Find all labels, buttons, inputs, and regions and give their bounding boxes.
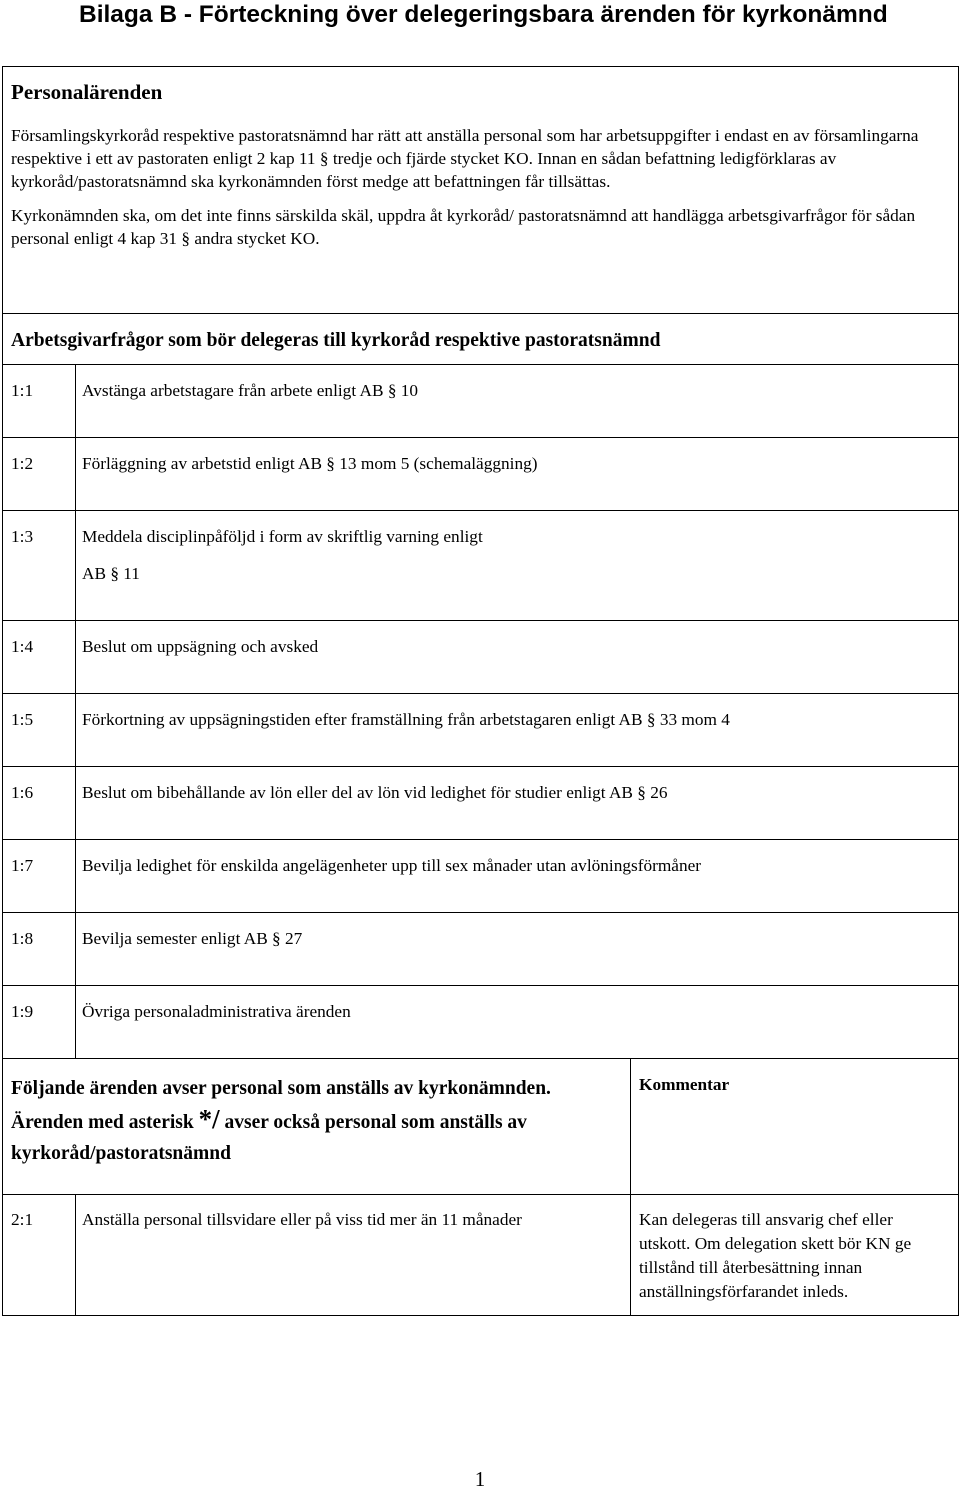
item-number: 1:3 xyxy=(3,511,76,621)
item-number: 2:1 xyxy=(3,1195,76,1316)
employer-heading-row xyxy=(3,314,959,365)
section2-heading xyxy=(3,1059,631,1195)
item-text: Övriga personaladministrativa ärenden xyxy=(76,986,959,1059)
item-text: Beslut om uppsägning och avsked xyxy=(76,621,959,694)
personal-section xyxy=(3,67,959,314)
item-number: 1:8 xyxy=(3,913,76,986)
item-number: 1:5 xyxy=(3,694,76,767)
item-number: 1:7 xyxy=(3,840,76,913)
personal-heading: Personalärenden xyxy=(11,80,163,104)
table-row xyxy=(3,840,959,913)
item-number: 1:1 xyxy=(3,365,76,438)
item-text: Bevilja semester enligt AB § 27 xyxy=(76,913,959,986)
item-text-block xyxy=(76,511,959,621)
item-text: Förläggning av arbetstid enligt AB § 13 mom 5 (schemaläggning) xyxy=(76,438,959,511)
comment-heading: Kommentar xyxy=(631,1059,959,1195)
item-text: Förkortning av uppsägningstiden efter framställning från arbetstagaren enligt AB § 33 mom 4 xyxy=(76,694,959,767)
document-title: Bilaga B - Förteckning över delegeringsbara ärenden för kyrkonämnd xyxy=(79,1,888,28)
section2-heading-part1: Följande ärenden avser personal som anställs av kyrkonämnden. Ärenden med asterisk xyxy=(11,1078,551,1133)
table-row xyxy=(3,913,959,986)
item-text-continued: AB § 11 xyxy=(82,564,140,583)
item-text: Bevilja ledighet för enskilda angelägenheter upp till sex månader utan avlöningsförmåner xyxy=(76,840,959,913)
delegation-table xyxy=(2,66,959,1316)
personal-paragraph-2: Kyrkonämnden ska, om det inte finns särskilda skäl, uppdra åt kyrkoråd/ pastoratsnämnd att handlägga arbetsgivarfrågor för sådan personal enligt 4 kap 31 § andra stycket KO. xyxy=(11,206,916,248)
table-row xyxy=(3,511,959,621)
table-row xyxy=(3,986,959,1059)
item-number: 1:9 xyxy=(3,986,76,1059)
item-number: 1:4 xyxy=(3,621,76,694)
table-row xyxy=(3,365,959,438)
page-number: 1 xyxy=(474,1467,486,1491)
table-row xyxy=(3,767,959,840)
item-text: Meddela disciplinpåföljd i form av skriftlig varning enligt xyxy=(82,527,483,546)
item-number: 1:6 xyxy=(3,767,76,840)
table-row xyxy=(3,1195,959,1316)
item-text: Avstänga arbetstagare från arbete enligt AB § 10 xyxy=(76,365,959,438)
table-row xyxy=(3,438,959,511)
item-comment: Kan delegeras till ansvarig chef eller utskott. Om delegation skett bör KN ge tillstånd till återbesättning innan anställningsförfarandet inleds. xyxy=(631,1195,959,1316)
asterisk-marker: */ xyxy=(198,1104,220,1134)
table-row xyxy=(3,694,959,767)
employer-heading: Arbetsgivarfrågor som bör delegeras till kyrkoråd respektive pastoratsnämnd xyxy=(11,330,661,351)
section2-heading-part2: avser också personal som anställs av kyrkoråd/pastoratsnämnd xyxy=(11,1112,527,1164)
section2-heading-row xyxy=(3,1059,959,1195)
item-text: Beslut om bibehållande av lön eller del av lön vid ledighet för studier enligt AB § 26 xyxy=(76,767,959,840)
item-text: Anställa personal tillsvidare eller på viss tid mer än 11 månader xyxy=(76,1195,631,1316)
table-row xyxy=(3,621,959,694)
item-number: 1:2 xyxy=(3,438,76,511)
personal-paragraph-1: Församlingskyrkoråd respektive pastoratsnämnd har rätt att anställa personal som har arbetsuppgifter i endast en av församlingarna respektive i ett av pastoraten enligt 2 kap 11 § tredje och fjärde stycket KO. Innan en sådan befattning ledigförklaras av kyrkoråd/pastoratsnämnd ska kyrkonämnden först medge att befattningen får tillsättas. xyxy=(11,126,919,191)
